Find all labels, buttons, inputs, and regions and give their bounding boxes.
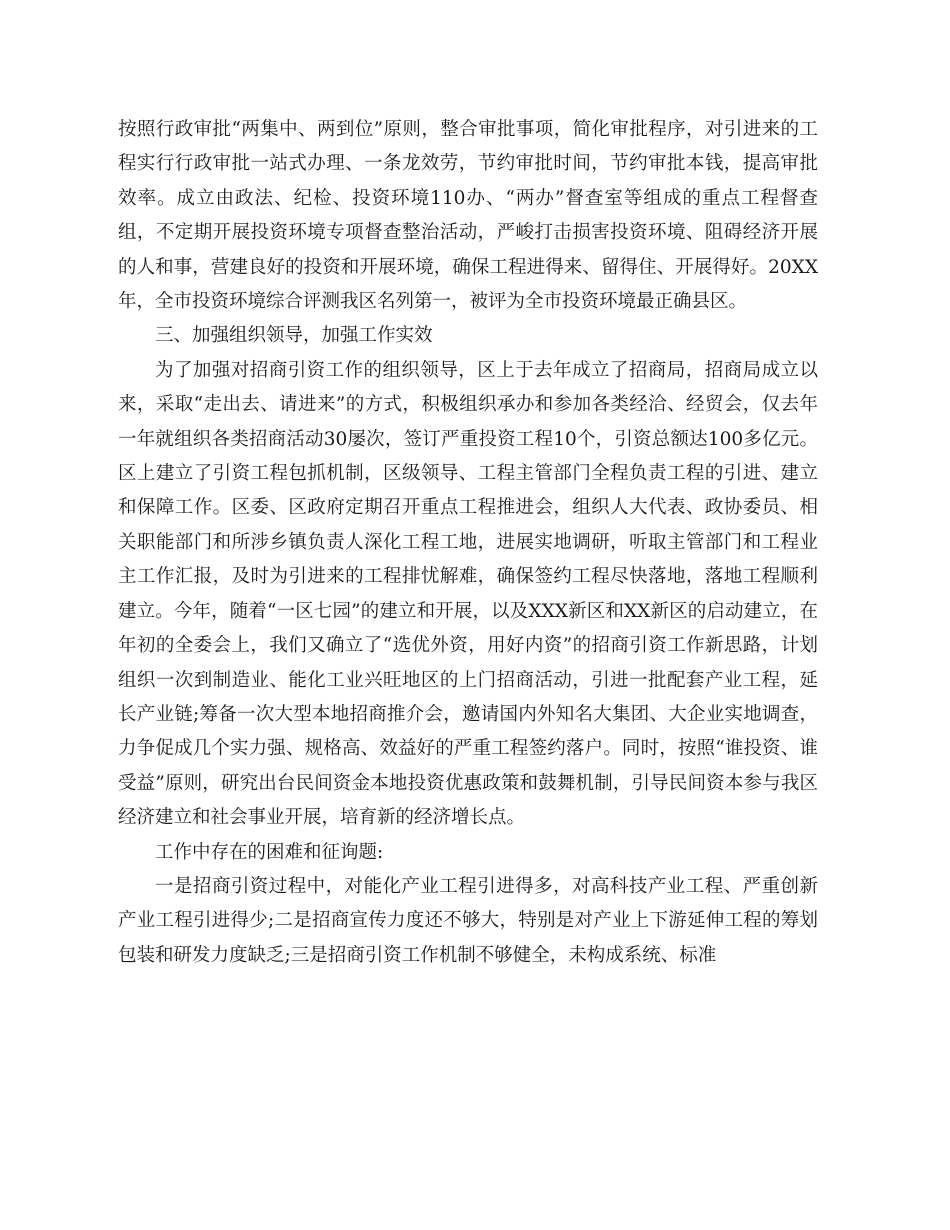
paragraph-organization-leadership: 为了加强对招商引资工作的组织领导，区上于去年成立了招商局，招商局成立以来，采取“走出去、请进来”的方式，积极组织承办和参加各类经洽、经贸会，仅去年一年就组织各类招商活动30屡次，签订严重投资工程10个，引资总额达100多亿元。区上建立了引资工程包抓机制，区级领导、工程主管部门全程负责工程的引进、建立和保障工作。区委、区政府定期召开重点工程推进会，组织人大代表、政协委员、相关职能部门和所涉乡镇负责人深化工程工地，进展实地调研，听取主管部门和工程业主工作汇报，及时为引进来的工程排忧解难，确保签约工程尽快落地，落地工程顺利建立。今年，随着“一区七园”的建立和开展，以及XXX新区和XX新区的启动建立，在年初的全委会上，我们又确立了“选优外资，用好内资”的招商引资工作新思路，计划组织一次到制造业、能化工业兴旺地区的上门招商活动，引进一批配套产业工程，延长产业链;筹备一次大型本地招商推介会，邀请国内外知名大集团、大企业实地调查，力争促成几个实力强、规格高、效益好的严重工程签约落户。同时，按照“谁投资、谁受益”原则，研究出台民间资金本地投资优惠政策和鼓舞机制，引导民间资本参与我区经济建立和社会事业开展，培育新的经济增长点。 [118,359,818,829]
document-page [118,113,818,973]
paragraph-problems-heading: 工作中存在的困难和征询题: [155,841,384,863]
section-heading-3: 三、加强组织领导，加强工作实效 [155,325,433,347]
paragraph-problems-list: 一是招商引资过程中，对能化产业工程引进得多，对高科技产业工程、严重创新产业工程引进得少;二是招商宣传力度还不够大，特别是对产业上下游延伸工程的筹划包装和研发力度缺乏;三是招商引资工作机制不够健全，未构成系统、标准 [118,875,818,966]
paragraph-approval-process: 按照行政审批“两集中、两到位”原则，整合审批事项，简化审批程序，对引进来的工程实行行政审批一站式办理、一条龙效劳，节约审批时间，节约审批本钱，提高审批效率。成立由政法、纪检、投资环境110办、“两办”督查室等组成的重点工程督查组，不定期开展投资环境专项督查整治活动，严峻打击损害投资环境、阻碍经济开展的人和事，营建良好的投资和开展环境，确保工程进得来、留得住、开展得好。20XX年，全市投资环境综合评测我区名列第一，被评为全市投资环境最正确县区。 [118,119,818,313]
